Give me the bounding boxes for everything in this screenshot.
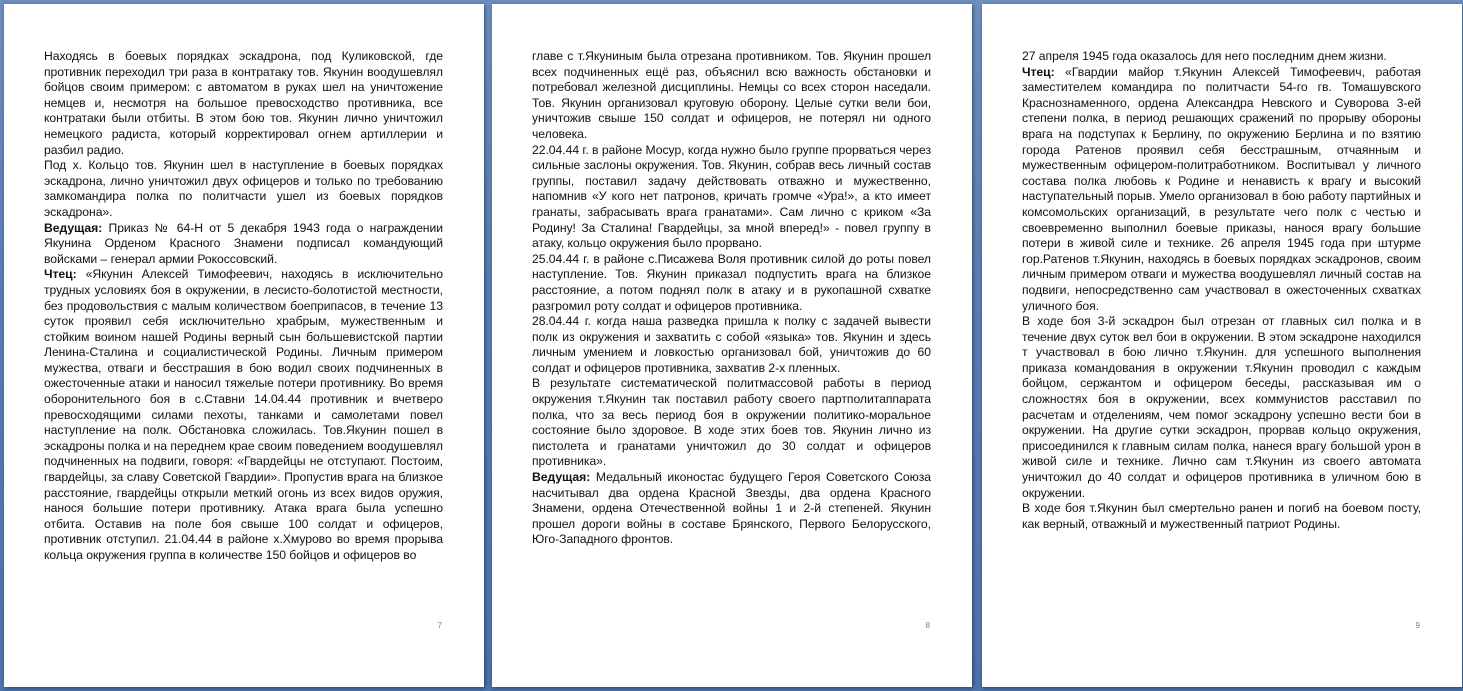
paragraph-text: 28.04.44 г. когда наша разведка пришла к полку с задачей вывести полк из окружения и захватить с собой «языка» тов. Якунин и здесь личным умением и ловкостью организовал бой, уничтожив до 60 солдат и офицеров противника, захватив 2-х пленных. — [532, 314, 931, 375]
paragraph-text: 25.04.44 г. в районе с.Писажева Воля противник силой до роты повел наступление. Тов. Якунин приказал подпустить врага на близкое расстояние, а потом поднял полк в атаку и в рукопашной схватке разгромил роту солдат и офицеров противника. — [532, 251, 931, 313]
paragraph — [44, 221, 443, 268]
speaker-label: Ведущая: — [532, 470, 591, 485]
page-number: 9 — [1415, 621, 1420, 630]
paragraph-text: 27 апреля 1945 года оказалось для него последним днем жизни. — [1022, 49, 1387, 63]
paragraph — [532, 49, 931, 143]
paragraph-text: «Якунин Алексей Тимофеевич, находясь в исключительно трудных условиях боя в окружении, в лесисто-болотистой местности, без продовольствия с малым количеством боеприпасов, в течение 13 суток проявил себя исключительно храбрым, мужественным и стойким воином нашей Родины верный сын большевистской партии Ленина-Сталина и социалистической Родины. Личным примером мужества, отваги и бесстрашия в бою водил своих подчиненных в ожесточенные атаки и наносил тяжелые потери противнику. Во время оборонительного боя в с.Ставни 14.04.44 противник и вчетверо превосходящими силами пехоты, танками и самолетами повел наступление на полк. Обстановка сложилась. Тов.Якунин пошел в эскадроны полка и на переднем крае своим поведением воодушевлял подчиненных на подвиги, говоря: «Гвардейцы не отступают. Постоим, гвардейцы, за славу Советской Гвардии». Пропустив врага на близкое расстояние, гвардейцы открыли меткий огонь из всех видов оружия, нанося большие потери противнику. Атака врага была успешно отбита. Оставив на поле боя свыше 100 солдат и офицеров, противник отступил. 21.04.44 в районе х.Хмурово во время прорыва кольца окружения группа в количестве 150 бойцов и офицеров во — [44, 267, 443, 562]
page-body — [1022, 49, 1421, 532]
paragraph — [532, 314, 931, 376]
document-page-7 — [4, 4, 484, 687]
paragraph — [532, 252, 931, 314]
paragraph-text: главе с т.Якуниным была отрезана противником. Тов. Якунин прошел всех подчиненных ещё раз, объяснил всю важность обстановки и потребовал железной дисциплины. Немцы со всех сторон наседали. Тов. Якунин организовал круговую оборону. Целые сутки вели бои, уничтожив свыше 150 солдат и офицеров, не потерял ни одного человека. — [532, 49, 931, 141]
document-page-8 — [492, 4, 972, 687]
paragraph-text: 22.04.44 г. в районе Мосур, когда нужно было группе прорваться через сильные заслоны окружения. Тов. Якунин, собрав весь личный состав группы, поставил задачу действовать отважно и мужественно, напомнив «У кого нет патронов, кричать громче «Ура!», а кто имеет гранаты, забрасывать врага гранатами». Сам лично с криком «За Родину! За Сталина! Гвардейцы, за мной вперед!» - повел группу в атаку, кольцо окружения было прорвано. — [532, 142, 931, 251]
paragraph-text: Под х. Кольцо тов. Якунин шел в наступление в боевых порядках эскадрона, лично уничтожил двух офицеров и только по требованию замкомандира полка по политчасти ушел из боевых порядков эскадрона». — [44, 158, 443, 219]
speaker-label: Чтец: — [1022, 64, 1055, 79]
paragraph — [532, 470, 931, 548]
page-number: 8 — [925, 621, 930, 630]
paragraph — [1022, 501, 1421, 532]
paragraph-text: В ходе боя 3-й эскадрон был отрезан от главных сил полка и в течение двух суток вел бои в окружении. В этом эскадроне находился т участвовал в бою лично т.Якунин. для успешного выполнения приказа командования в окружении т.Якунин проводил с каждым бойцом, сержантом и офицером беседы, рассказывая им о сложностях боя в окружении, всех коммунистов расставил по расчетам и отделениям, чем помог эскадрону успешно вести бои в окружении. На другие сутки эскадрон, прорвав кольцо окружения, присоединился к главным силам полка, нанеся врагу большой урон в живой силе и технике. Лично сам т.Якунин из своего автомата уничтожил до 40 солдат и офицеров противника в уличном бою в окружении. — [1022, 314, 1421, 500]
paragraph — [44, 49, 443, 158]
page-number: 7 — [437, 621, 442, 630]
paragraph — [1022, 314, 1421, 501]
paragraph — [44, 158, 443, 220]
paragraph-text: Приказ № 64-Н от 5 декабря 1943 года о награждении Якунина Орденом Красного Знамени подписал командующий войсками – генерал армии Рокоссовский. — [44, 220, 443, 266]
paragraph-text: В ходе боя т.Якунин был смертельно ранен и погиб на боевом посту, как верный, отважный и мужественный патриот Родины. — [1022, 501, 1421, 531]
paragraph-text: В результате систематической политмассовой работы в период окружения т.Якунин так поставил работу своего партполитаппарата полка, что за весь период боя в окружении политико-моральное состояние было здоровое. В ходе этих боев тов. Якунин лично из пистолета и гранатами уничтожил до 30 солдат и офицеров противника». — [532, 376, 931, 469]
paragraph — [532, 143, 931, 252]
speaker-label: Чтец: — [44, 267, 77, 282]
paragraph-text: Медальный иконостас будущего Героя Советского Союза насчитывал два ордена Красной Звезды, два ордена Красного Знамени, ордена Отечественной войны 1 и 2-й степеней. Якунин прошел дороги войны в составе Брянского, Первого Белорусского, Юго-Западного фронтов. — [532, 470, 931, 547]
paragraph-text: «Гвардии майор т.Якунин Алексей Тимофеевич, работая заместителем командира по политчасти 54-го гв. Томашувского Краснознаменного, ордена Александра Невского и Суворова 3-ей степени полка, в период решающих сражений по прорыву обороны врага на подступах к Берлину, по окружению Берлина и по взятию города Ратенов проявил себя бесстрашным, отчаянным и мужественным офицером-политработником. Воспитывал у личного состава полка любовь к Родине и ненависть к врагу и высокий наступательный порыв. Умело организовал в бою работу партийных и комсомольских организаций, в результате чего полк с честью и своевременно выполнил боевые приказы, нанося врагу большие потери в живой силе и технике. 26 апреля 1945 года при штурме гор.Ратенов т.Якунин, находясь в боевых порядках эскадронов, своим личным примером отваги и мужества воодушевлял личный состав на подвиги, непосредственно сам участвовал в ожесточенных схватках уличного боя. — [1022, 64, 1421, 313]
speaker-label: Ведущая: — [44, 220, 103, 235]
paragraph — [44, 267, 443, 563]
document-page-9 — [982, 4, 1462, 687]
paragraph — [1022, 65, 1421, 315]
page-body — [44, 49, 443, 564]
paragraph-text: Находясь в боевых порядках эскадрона, под Куликовской, где противник переходил три раза в контратаку тов. Якунин воодушевлял бойцов своим примером: с автоматом в руках шел на уничтожение немцев и, несмотря на большое превосходство противника, все контратаки были отбиты. В этом бою тов. Якунин лично уничтожил немецкого радиста, который корректировал огнем артиллерии и разбил радио. — [44, 49, 443, 157]
paragraph — [1022, 49, 1421, 65]
paragraph — [532, 376, 931, 470]
page-body — [532, 49, 931, 548]
